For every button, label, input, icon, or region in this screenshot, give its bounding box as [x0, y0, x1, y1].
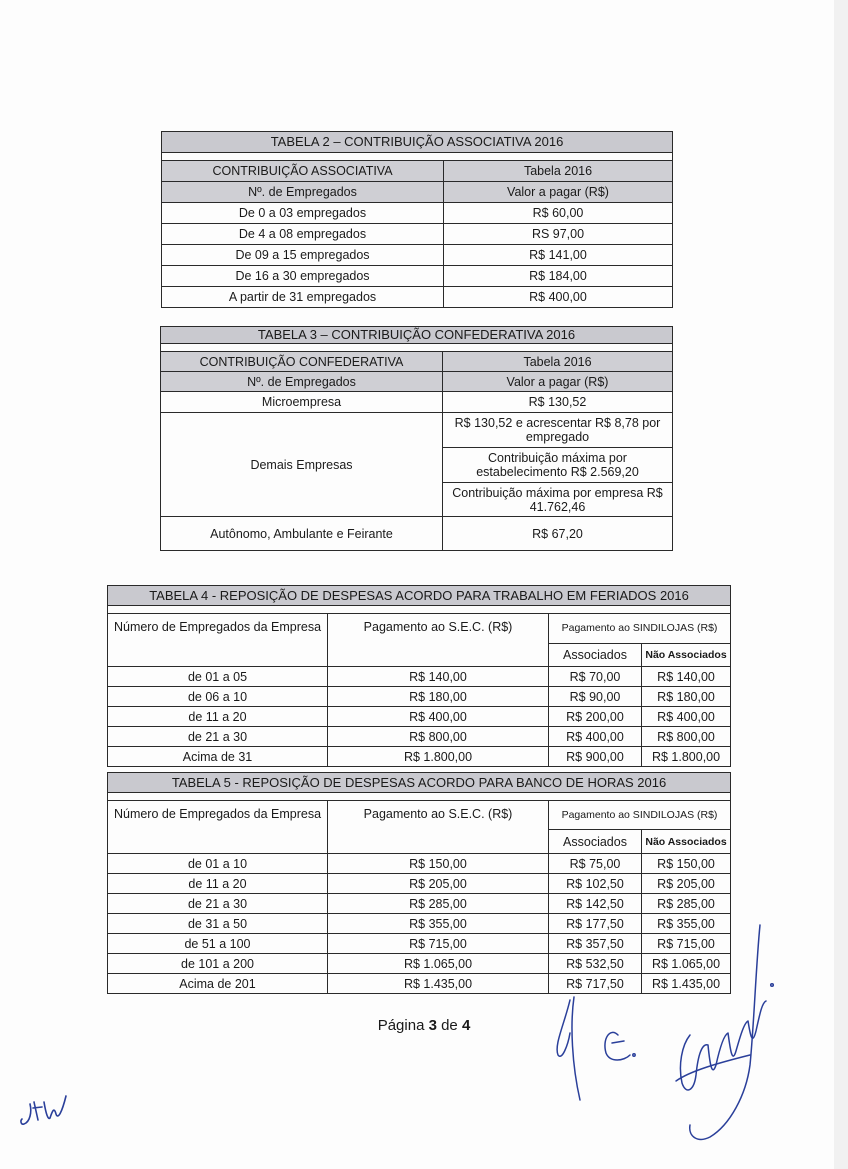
table-row	[162, 266, 673, 287]
value-cell: R$ 102,50	[549, 874, 642, 894]
header-cell: Pagamento ao S.E.C. (R$)	[328, 614, 549, 667]
value-cell: R$ 90,00	[549, 687, 642, 707]
value-cell: R$ 1.065,00	[328, 954, 549, 974]
value-cell: R$ 150,00	[328, 854, 549, 874]
value-cell: R$ 400,00	[549, 727, 642, 747]
table-row	[108, 874, 731, 894]
value-cell: R$ 1.800,00	[642, 747, 731, 767]
range-cell: Acima de 31	[108, 747, 328, 767]
value-cell: R$ 900,00	[549, 747, 642, 767]
value-cell: R$ 140,00	[642, 667, 731, 687]
value-cell: RS 97,00	[444, 224, 673, 245]
value-cell: R$ 717,50	[549, 974, 642, 994]
page-edge	[834, 0, 848, 1169]
value-cell: R$ 800,00	[642, 727, 731, 747]
value-cell: R$ 130,52	[443, 392, 673, 413]
handwritten-initials-left	[18, 1090, 74, 1130]
value-cell: R$ 715,00	[328, 934, 549, 954]
employees-cell: De 16 a 30 empregados	[162, 266, 444, 287]
header-cell: Valor a pagar (R$)	[444, 182, 673, 203]
value-cell: R$ 355,00	[328, 914, 549, 934]
tabela-2	[161, 131, 673, 308]
value-cell: R$ 400,00	[444, 287, 673, 308]
total-pages: 4	[461, 1017, 471, 1034]
value-cell: R$ 355,00	[642, 914, 731, 934]
value-cell: Contribuição máxima por empresa R$ 41.762,46	[443, 483, 673, 517]
header-cell: Valor a pagar (R$)	[443, 372, 673, 392]
table-row	[162, 224, 673, 245]
page-separator: de	[436, 1017, 462, 1034]
range-cell: de 101 a 200	[108, 954, 328, 974]
value-cell: R$ 1.435,00	[642, 974, 731, 994]
table-row	[108, 854, 731, 874]
header-cell: Tabela 2016	[443, 352, 673, 372]
header-cell: CONTRIBUIÇÃO ASSOCIATIVA	[162, 161, 444, 182]
range-cell: de 31 a 50	[108, 914, 328, 934]
category-cell: Autônomo, Ambulante e Feirante	[161, 517, 443, 551]
category-cell: Microempresa	[161, 392, 443, 413]
handwritten-signatures	[540, 915, 790, 1145]
value-cell: R$ 130,52 e acrescentar R$ 8,78 por empregado	[443, 413, 673, 448]
tabela-3	[160, 326, 673, 551]
header-cell: Associados	[549, 830, 642, 854]
table-row	[108, 894, 731, 914]
value-cell: R$ 200,00	[549, 707, 642, 727]
table-row	[108, 707, 731, 727]
value-cell: R$ 142,50	[549, 894, 642, 914]
tabela-3-title: TABELA 3 – CONTRIBUIÇÃO CONFEDERATIVA 2016	[161, 327, 673, 344]
header-cell: Pagamento ao SINDILOJAS (R$)	[549, 801, 731, 830]
value-cell: R$ 141,00	[444, 245, 673, 266]
range-cell: de 21 a 30	[108, 727, 328, 747]
value-cell: R$ 184,00	[444, 266, 673, 287]
value-cell: R$ 60,00	[444, 203, 673, 224]
value-cell: R$ 75,00	[549, 854, 642, 874]
tabela-4	[107, 585, 731, 767]
spacer	[108, 793, 731, 801]
header-cell: Nº. de Empregados	[162, 182, 444, 203]
value-cell: Contribuição máxima por estabelecimento R$ 2.569,20	[443, 448, 673, 483]
spacer	[162, 153, 673, 161]
table-row	[161, 517, 673, 551]
value-cell: R$ 400,00	[328, 707, 549, 727]
spacer	[161, 344, 673, 352]
value-cell: R$ 67,20	[443, 517, 673, 551]
header-cell: Tabela 2016	[444, 161, 673, 182]
employees-cell: De 0 a 03 empregados	[162, 203, 444, 224]
tabela-5-title: TABELA 5 - REPOSIÇÃO DE DESPESAS ACORDO PARA BANCO DE HORAS 2016	[108, 773, 731, 793]
range-cell: de 01 a 05	[108, 667, 328, 687]
value-cell: R$ 532,50	[549, 954, 642, 974]
value-cell: R$ 1.800,00	[328, 747, 549, 767]
value-cell: R$ 285,00	[642, 894, 731, 914]
header-cell: Nº. de Empregados	[161, 372, 443, 392]
value-cell: R$ 1.065,00	[642, 954, 731, 974]
value-cell: R$ 800,00	[328, 727, 549, 747]
table-row	[162, 203, 673, 224]
range-cell: de 06 a 10	[108, 687, 328, 707]
header-cell: Número de Empregados da Empresa	[108, 614, 328, 667]
value-cell: R$ 285,00	[328, 894, 549, 914]
table-row	[162, 245, 673, 266]
category-cell: Demais Empresas	[161, 413, 443, 517]
page-label: Página	[377, 1017, 429, 1034]
value-cell: R$ 400,00	[642, 707, 731, 727]
tabela-2-title: TABELA 2 – CONTRIBUIÇÃO ASSOCIATIVA 2016	[162, 132, 673, 153]
value-cell: R$ 180,00	[642, 687, 731, 707]
value-cell: R$ 715,00	[642, 934, 731, 954]
employees-cell: A partir de 31 empregados	[162, 287, 444, 308]
value-cell: R$ 357,50	[549, 934, 642, 954]
table-row	[162, 287, 673, 308]
value-cell: R$ 180,00	[328, 687, 549, 707]
header-cell: Não Associados	[642, 830, 731, 854]
table-row	[108, 727, 731, 747]
header-cell: Número de Empregados da Empresa	[108, 801, 328, 854]
header-cell: Pagamento ao SINDILOJAS (R$)	[549, 614, 731, 644]
table-row	[108, 687, 731, 707]
table-row	[161, 413, 673, 448]
employees-cell: De 4 a 08 empregados	[162, 224, 444, 245]
header-cell: Não Associados	[642, 643, 731, 666]
value-cell: R$ 1.435,00	[328, 974, 549, 994]
header-cell: Associados	[549, 643, 642, 666]
value-cell: R$ 150,00	[642, 854, 731, 874]
table-row	[161, 392, 673, 413]
value-cell: R$ 205,00	[642, 874, 731, 894]
range-cell: de 01 a 10	[108, 854, 328, 874]
range-cell: de 11 a 20	[108, 874, 328, 894]
range-cell: de 11 a 20	[108, 707, 328, 727]
value-cell: R$ 140,00	[328, 667, 549, 687]
spacer	[108, 606, 731, 614]
value-cell: R$ 205,00	[328, 874, 549, 894]
table-row	[108, 667, 731, 687]
value-cell: R$ 70,00	[549, 667, 642, 687]
tabela-4-title: TABELA 4 - REPOSIÇÃO DE DESPESAS ACORDO PARA TRABALHO EM FERIADOS 2016	[108, 586, 731, 606]
table-row	[108, 747, 731, 767]
range-cell: de 21 a 30	[108, 894, 328, 914]
employees-cell: De 09 a 15 empregados	[162, 245, 444, 266]
range-cell: de 51 a 100	[108, 934, 328, 954]
header-cell: Pagamento ao S.E.C. (R$)	[328, 801, 549, 854]
header-cell: CONTRIBUIÇÃO CONFEDERATIVA	[161, 352, 443, 372]
current-page: 3	[428, 1017, 437, 1034]
range-cell: Acima de 201	[108, 974, 328, 994]
value-cell: R$ 177,50	[549, 914, 642, 934]
